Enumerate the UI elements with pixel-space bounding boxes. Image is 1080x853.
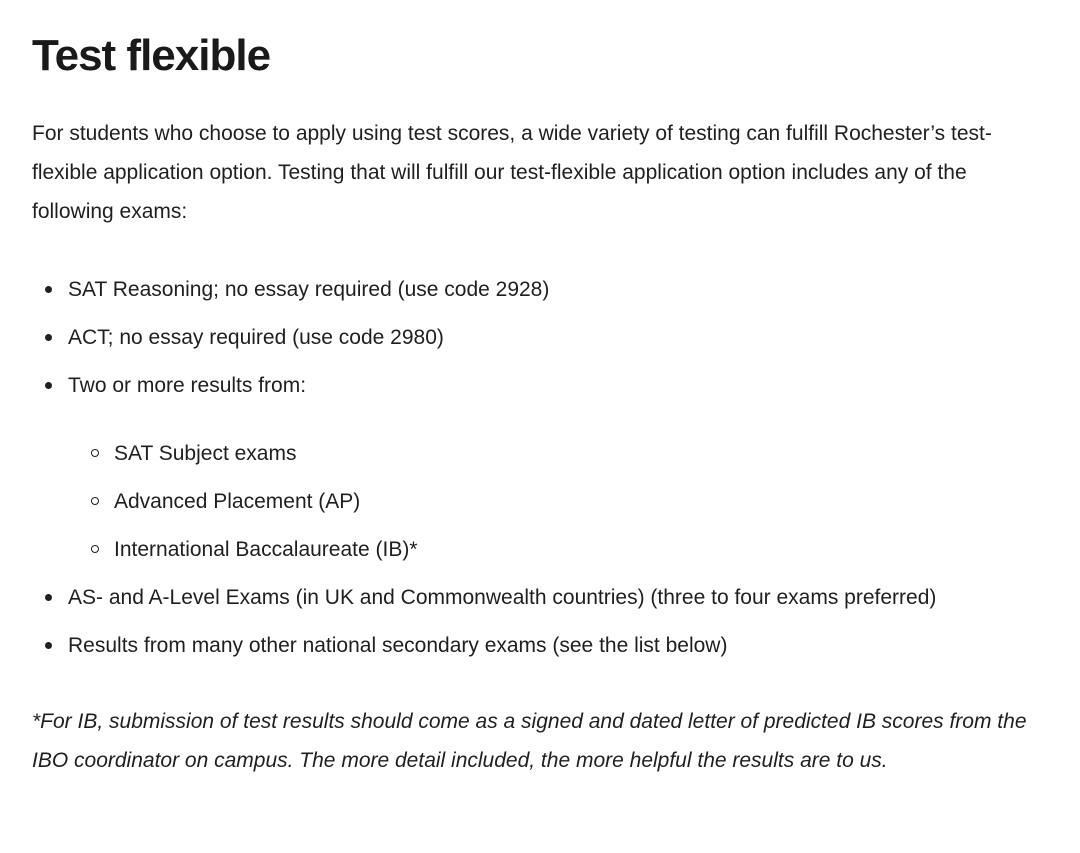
list-item bbox=[32, 362, 1080, 574]
bullet-icon bbox=[45, 286, 52, 293]
page-title: Test flexible bbox=[32, 31, 271, 80]
list-item bbox=[32, 266, 1080, 314]
bullet-icon bbox=[45, 382, 52, 389]
list-item-label: Two or more results from: bbox=[68, 374, 307, 397]
list-item-label: ACT; no essay required (use code 2980) bbox=[68, 326, 444, 349]
hollow-bullet-icon bbox=[91, 545, 99, 553]
sub-list-item-label: Advanced Placement (AP) bbox=[114, 490, 361, 513]
bullet-icon bbox=[45, 334, 52, 341]
sub-list-item-label: SAT Subject exams bbox=[114, 442, 297, 465]
list-item-label: SAT Reasoning; no essay required (use code 2928) bbox=[68, 278, 550, 301]
list-item bbox=[32, 622, 1080, 670]
list-item bbox=[32, 574, 1080, 622]
sub-exam-list bbox=[78, 430, 1080, 574]
list-item-label: AS- and A-Level Exams (in UK and Commonwealth countries) (three to four exams preferred) bbox=[68, 586, 937, 609]
sub-list-item bbox=[78, 430, 1080, 478]
intro-paragraph: For students who choose to apply using test scores, a wide variety of testing can fulfill Rochester’s test-flexible application option. Testing that will fulfill our test-flexible application option includes any of the following exams: bbox=[32, 122, 992, 223]
hollow-bullet-icon bbox=[91, 449, 99, 457]
sub-list-item-label: International Baccalaureate (IB)* bbox=[114, 538, 418, 561]
sub-list-item bbox=[78, 526, 1080, 574]
list-item-label: Results from many other national secondary exams (see the list below) bbox=[68, 634, 728, 657]
sub-list-item bbox=[78, 478, 1080, 526]
exam-list bbox=[32, 266, 1080, 670]
bullet-icon bbox=[45, 642, 52, 649]
bullet-icon bbox=[45, 594, 52, 601]
hollow-bullet-icon bbox=[91, 497, 99, 505]
ib-footnote: *For IB, submission of test results should come as a signed and dated letter of predicted IB scores from the IBO coordinator on campus. The more detail included, the more helpful the results are to us. bbox=[32, 710, 1027, 772]
list-item bbox=[32, 314, 1080, 362]
